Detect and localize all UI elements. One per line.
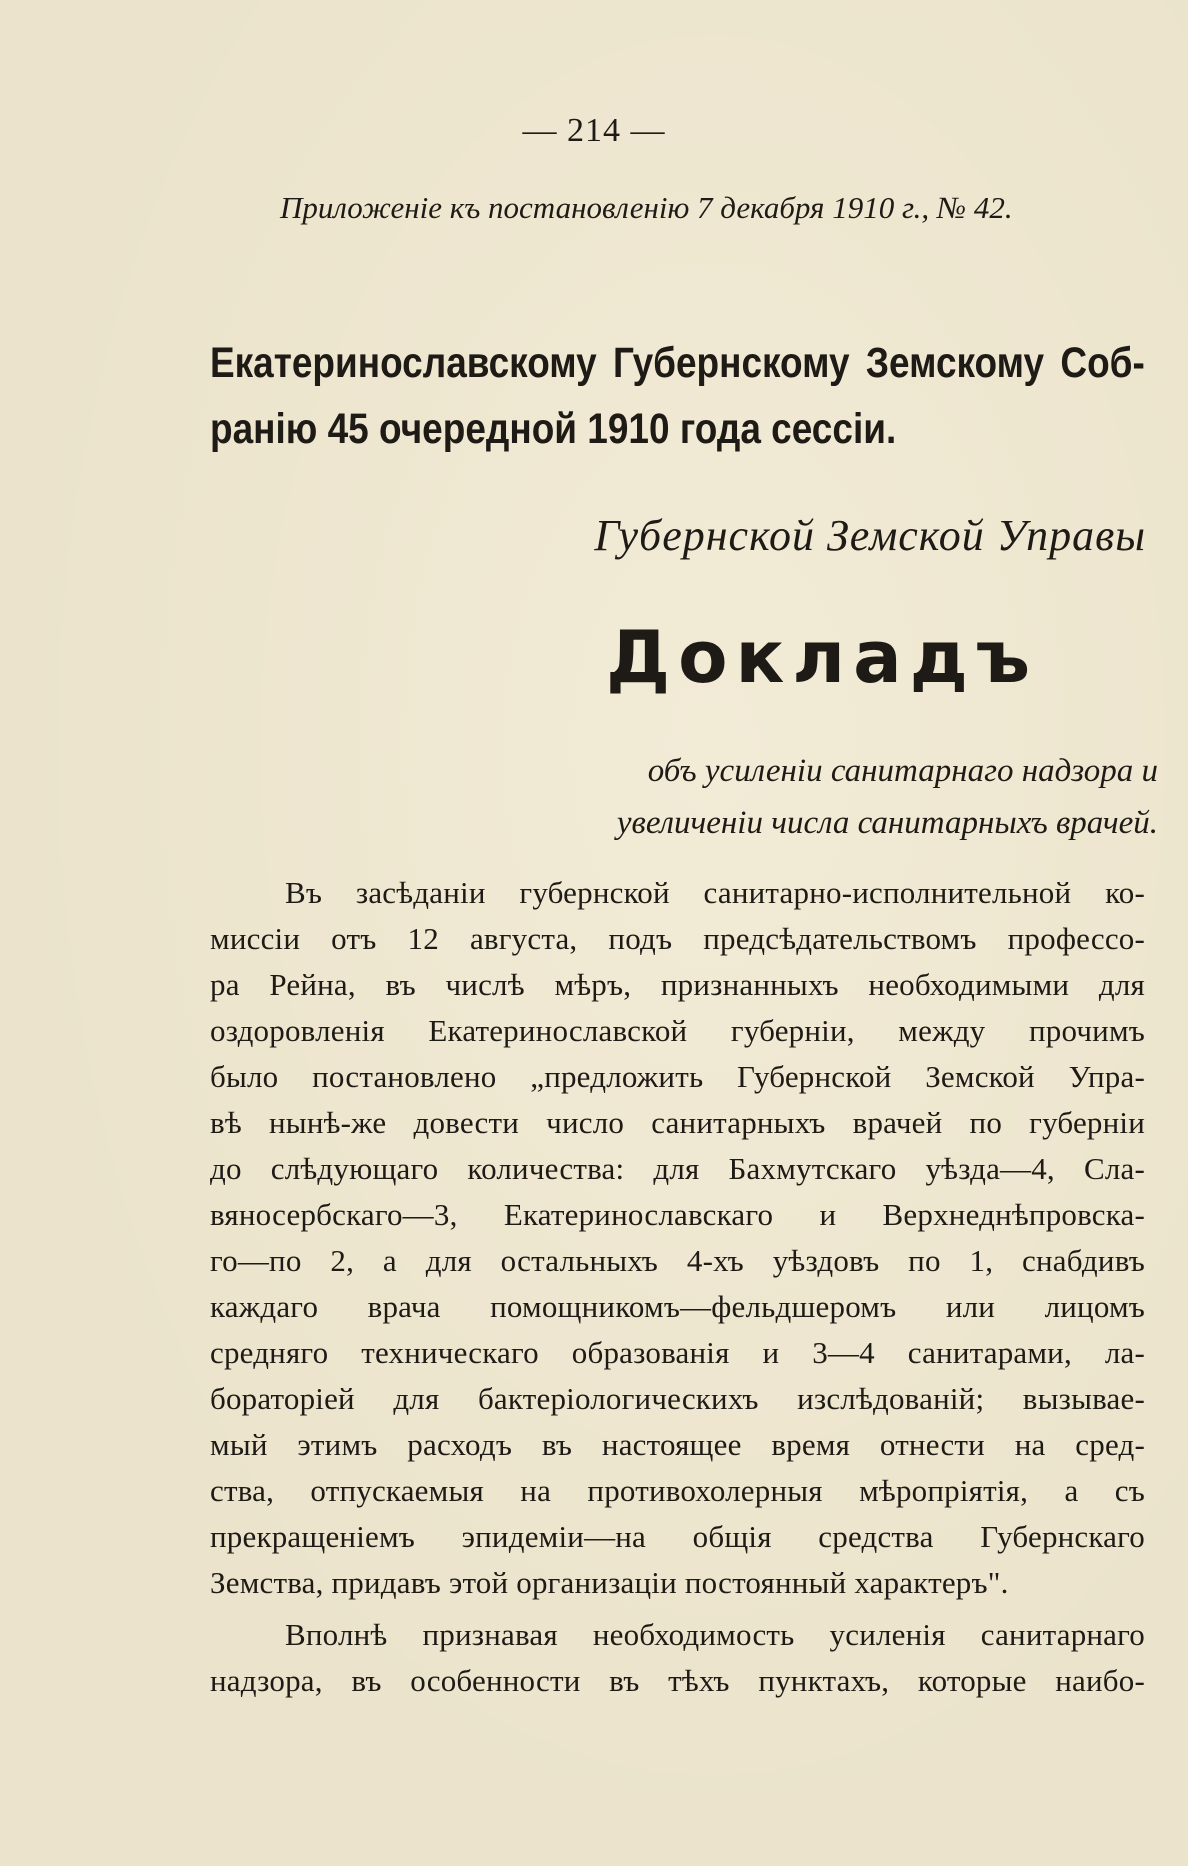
text-line: ства, отпускаемыя на противохолерныя мѣропріятія, а съ [210, 1473, 1145, 1508]
subtitle-line: объ усиленіи санитарнаго надзора и [647, 753, 1158, 789]
issuer-heading: Губернской Земской Управы [594, 511, 1146, 560]
subtitle-line: увеличеніи числа санитарныхъ врачей. [616, 805, 1158, 841]
text-line: средняго техническаго образованія и 3—4 санитарами, ла- [210, 1335, 1145, 1370]
paragraph-1 [210, 870, 1145, 1606]
text-line: прекращеніемъ эпидеміи—на общія средства Губернскаго [210, 1519, 1145, 1554]
appendix-note: Приложеніе къ постановленію 7 декабря 1910 г., № 42. [280, 190, 1013, 225]
text-line: надзора, въ особенности въ тѣхъ пунктахъ, которые наибо- [210, 1663, 1145, 1698]
text-line: мый этимъ расходъ въ настоящее время отнести на сред- [210, 1427, 1145, 1462]
paragraph-2 [210, 1612, 1145, 1704]
text-line: Въ засѣданіи губернской санитарно-исполнительной ко- [285, 875, 1145, 910]
text-line: бораторіей для бактеріологическихъ изслѣдованій; вызывае- [210, 1381, 1145, 1416]
text-line: Вполнѣ признавая необходимость усиленія санитарнаго [285, 1617, 1145, 1652]
text-line: ра Рейна, въ числѣ мѣръ, признанныхъ необходимыми для [210, 967, 1145, 1002]
text-line: было постановлено „предложить Губернской Земской Упра- [210, 1059, 1145, 1094]
document-heading: Докладъ [605, 615, 1038, 699]
title-line: Екатеринославскому Губернскому Земскому Соб- [210, 339, 1145, 387]
text-line: каждаго врача помощникомъ—фельдшеромъ или лицомъ [210, 1289, 1145, 1324]
text-line: вяносербскаго—3, Екатеринославскаго и Верхнеднѣпровска- [210, 1197, 1145, 1232]
text-line: Земства, придавъ этой организаціи постоянный характеръ". [210, 1565, 1009, 1600]
title-line: ранію 45 очередной 1910 года сессіи. [210, 405, 897, 453]
text-line: миссіи отъ 12 августа, подъ предсѣдательствомъ профессо- [210, 921, 1145, 956]
page-number: — 214 — [522, 112, 666, 149]
text-line: вѣ нынѣ-же довести число санитарныхъ врачей по губерніи [210, 1105, 1145, 1140]
text-line: оздоровленія Екатеринославской губерніи, между прочимъ [210, 1013, 1145, 1048]
body-text [210, 870, 1145, 1704]
report-subtitle [558, 745, 1158, 849]
report-title [210, 330, 1145, 462]
text-line: го—по 2, а для остальныхъ 4-хъ уѣздовъ по 1, снабдивъ [210, 1243, 1145, 1278]
text-line: до слѣдующаго количества: для Бахмутскаго уѣзда—4, Сла- [210, 1151, 1145, 1186]
